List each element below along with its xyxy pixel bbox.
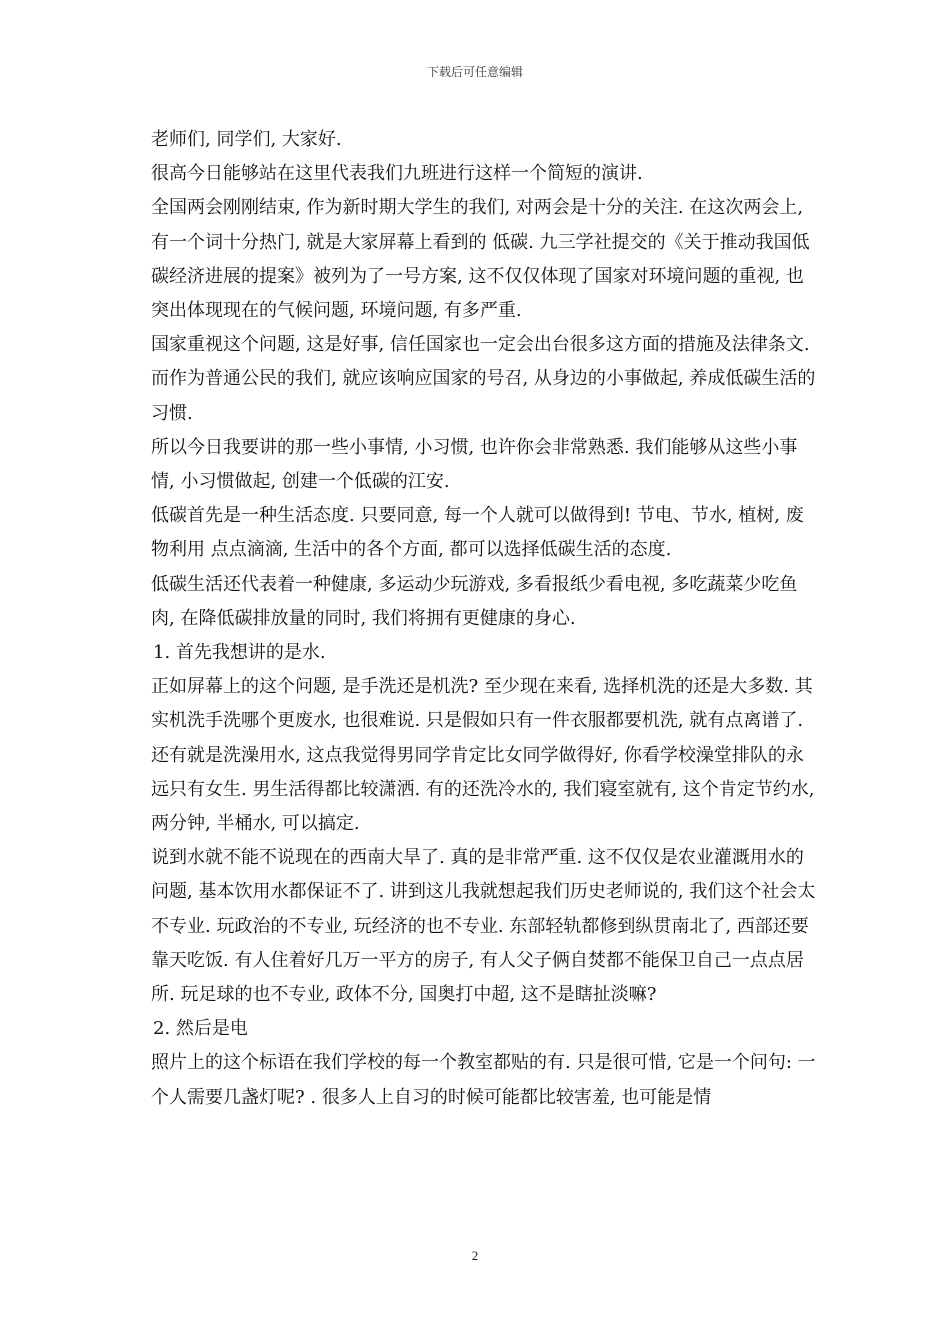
paragraph: 很高今日能够站在这里代表我们九班进行这样一个简短的演讲.: [151, 163, 643, 185]
page-number: 2: [471, 1248, 479, 1263]
section-heading-water: 1. 首先我想讲的是水.: [153, 642, 326, 664]
section-heading-electricity: 2. 然后是电: [153, 1018, 248, 1040]
paragraph: 全国两会刚刚结束, 作为新时期大学生的我们, 对两会是十分的关注. 在这次两会上, 有一个词十分热门, 就是大家屏幕上看到的 低碳. 九三学社提交的《关于推动我国低碳经济进展的提案》被列为了一号方案, 这不仅仅体现了国家对环境问题的重视, 也突出体现现在的气候问题, 环境问题, 有多严重.: [151, 197, 810, 322]
paragraph: 低碳生活还代表着一种健康, 多运动少玩游戏, 多看报纸少看电视, 多吃蔬菜少吃鱼肉, 在降低碳排放量的同时, 我们将拥有更健康的身心.: [151, 573, 798, 629]
paragraph: 低碳首先是一种生活态度. 只要同意, 每一个人就可以做得到! 节电、节水, 植树, 废物利用 点点滴滴, 生活中的各个方面, 都可以选择低碳生活的态度.: [151, 505, 804, 561]
paragraph: 还有就是洗澡用水, 这点我觉得男同学肯定比女同学做得好, 你看学校澡堂排队的永远只有女生. 男生活得都比较潇洒. 有的还洗冷水的, 我们寝室就有, 这个肯定节约水, 两分钟, 半桶水, 可以搞定.: [151, 744, 815, 835]
paragraph: 说到水就不能不说现在的西南大旱了. 真的是非常严重. 这不仅仅是农业灌溉用水的问题, 基本饮用水都保证不了. 讲到这儿我就想起我们历史老师说的, 我们这个社会太不专业. 玩政治的不专业, 玩经济的也不专业. 东部轻轨都修到纵贯南北了, 西部还要靠天吃饭. 有人住着好几万一平方的房子, 有人父子俩自焚都不能保卫自己一点点居所. 玩足球的也不专业, 政体不分, 国奥打中超, 这不是瞎扯淡嘛?: [151, 847, 816, 1006]
paragraph: 老师们, 同学们, 大家好.: [151, 129, 342, 150]
paragraph: 正如屏幕上的这个问题, 是手洗还是机洗? 至少现在来看, 选择机洗的还是大多数. 其实机洗手洗哪个更废水, 也很难说. 只是假如只有一件衣服都要机洗, 就有点离谱了.: [151, 676, 813, 732]
page-header: 下载后可任意编辑: [426, 65, 523, 79]
paragraph: 国家重视这个问题, 这是好事, 信任国家也一定会出台很多这方面的措施及法律条文. 而作为普通公民的我们, 就应该响应国家的号召, 从身边的小事做起, 养成低碳生活的习惯.: [151, 334, 816, 424]
paragraph: 所以今日我要讲的那一些小事情, 小习惯, 也许你会非常熟悉. 我们能够从这些小事情, 小习惯做起, 创建一个低碳的江安.: [151, 436, 798, 493]
document-body: [143, 123, 819, 1115]
paragraph: 照片上的这个标语在我们学校的每一个教室都贴的有. 只是很可惜, 它是一个问句: 一个人需要几盏灯呢? . 很多人上自习的时候可能都比较害羞, 也可能是情: [151, 1052, 816, 1108]
